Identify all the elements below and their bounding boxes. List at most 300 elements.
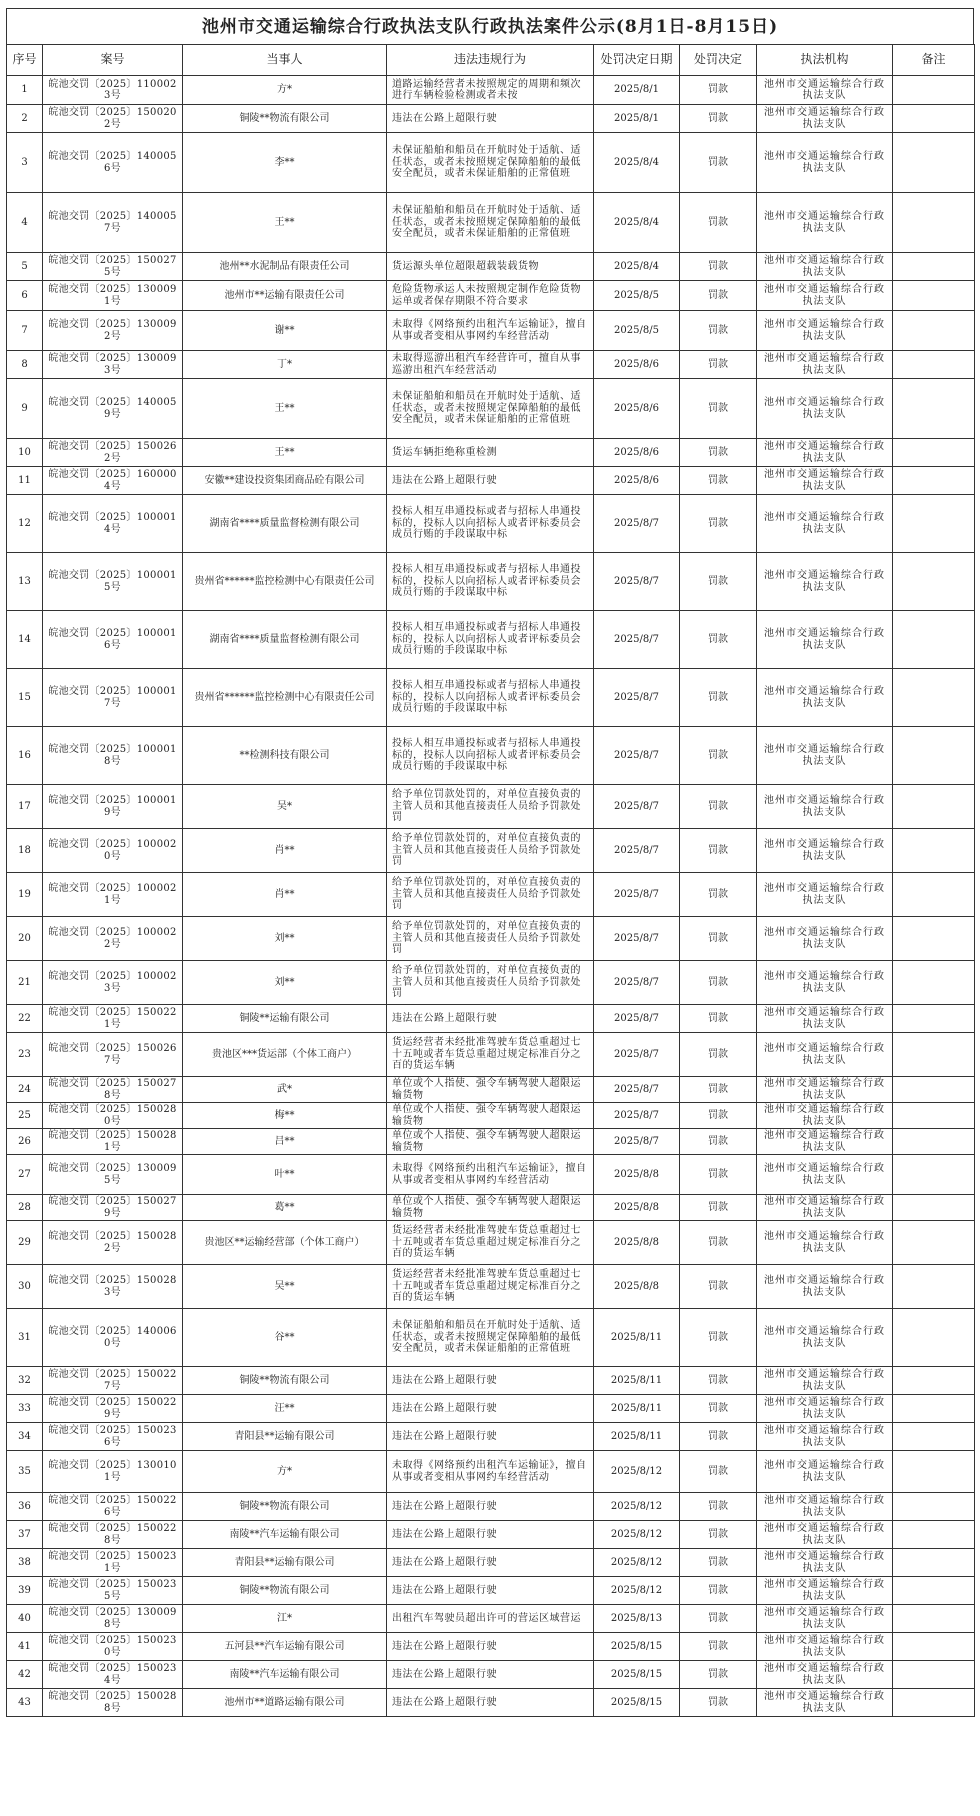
cell-org: 池州市交通运输综合行政执法支队 [757,873,893,917]
cell-note [893,1221,975,1265]
cell-date: 2025/8/7 [594,1103,680,1129]
cell-decision: 罚款 [680,1395,757,1423]
cell-party: 贵州省******监控检测中心有限责任公司 [183,669,387,727]
cell-violation: 危险货物承运人未按照规定制作危险货物运单或者保存期限不符合要求 [387,281,594,311]
case-table [6,44,975,1717]
cell-org: 池州市交通运输综合行政执法支队 [757,1633,893,1661]
cell-decision: 罚款 [680,467,757,495]
table-row [7,253,975,281]
cell-decision: 罚款 [680,1661,757,1689]
cell-note [893,1195,975,1221]
cell-org: 池州市交通运输综合行政执法支队 [757,311,893,351]
cell-decision: 罚款 [680,1005,757,1033]
cell-party: 肖** [183,829,387,873]
cell-note [893,1423,975,1451]
table-row [7,1395,975,1423]
cell-date: 2025/8/7 [594,917,680,961]
cell-party: 贵池区***货运部（个体工商户） [183,1033,387,1077]
cell-party: 梅** [183,1103,387,1129]
cell-violation: 投标人相互串通投标或者与招标人串通投标的，投标人以向招标人或者评标委员会成员行贿的手段谋取中标 [387,727,594,785]
cell-case: 皖池交罚〔2025〕1600004号 [43,467,183,495]
cell-decision: 罚款 [680,1155,757,1195]
cell-decision: 罚款 [680,1423,757,1451]
cell-org: 池州市交通运输综合行政执法支队 [757,1155,893,1195]
cell-note [893,1033,975,1077]
cell-org: 池州市交通运输综合行政执法支队 [757,553,893,611]
table-row [7,76,975,105]
table-row [7,727,975,785]
cell-decision: 罚款 [680,1521,757,1549]
cell-no: 25 [7,1103,43,1129]
table-row [7,1129,975,1155]
cell-violation: 未保证船舶和船员在开航时处于适航、适任状态，或者未按照规定保障船舶的最低安全配员，或者未保证船舶的正常值班 [387,1309,594,1367]
cell-violation: 违法在公路上超限行驶 [387,467,594,495]
cell-violation: 给予单位罚款处罚的，对单位直接负责的主管人员和其他直接责任人员给予罚款处罚 [387,917,594,961]
cell-date: 2025/8/8 [594,1265,680,1309]
cell-date: 2025/8/7 [594,829,680,873]
cell-violation: 投标人相互串通投标或者与招标人串通投标的，投标人以向招标人或者评标委员会成员行贿的手段谋取中标 [387,669,594,727]
cell-no: 14 [7,611,43,669]
cell-case: 皖池交罚〔2025〕1300101号 [43,1451,183,1493]
cell-decision: 罚款 [680,379,757,439]
cell-no: 2 [7,105,43,133]
cell-org: 池州市交通运输综合行政执法支队 [757,1103,893,1129]
cell-violation: 未取得《网络预约出租汽车运输证》，擅自从事或者变相从事网约车经营活动 [387,1451,594,1493]
table-row [7,1577,975,1605]
table-row [7,611,975,669]
cell-case: 皖池交罚〔2025〕1500283号 [43,1265,183,1309]
cell-org: 池州市交通运输综合行政执法支队 [757,1521,893,1549]
cell-violation: 违法在公路上超限行驶 [387,1633,594,1661]
table-row [7,829,975,873]
header-decision: 处罚决定 [680,45,757,76]
cell-decision: 罚款 [680,311,757,351]
cell-decision: 罚款 [680,829,757,873]
table-row [7,439,975,467]
table-row [7,1521,975,1549]
cell-case: 皖池交罚〔2025〕1500275号 [43,253,183,281]
page-title: 池州市交通运输综合行政执法支队行政执法案件公示(8月1日-8月15日) [6,8,974,44]
cell-case: 皖池交罚〔2025〕1500236号 [43,1423,183,1451]
cell-no: 38 [7,1549,43,1577]
cell-date: 2025/8/5 [594,311,680,351]
cell-decision: 罚款 [680,727,757,785]
cell-note [893,1265,975,1309]
table-row [7,1195,975,1221]
cell-date: 2025/8/4 [594,253,680,281]
cell-no: 24 [7,1077,43,1103]
cell-date: 2025/8/7 [594,1129,680,1155]
cell-date: 2025/8/8 [594,1195,680,1221]
cell-date: 2025/8/7 [594,495,680,553]
cell-party: 湖南省****质量监督检测有限公司 [183,611,387,669]
cell-no: 19 [7,873,43,917]
table-row [7,193,975,253]
cell-party: 方* [183,76,387,105]
cell-case: 皖池交罚〔2025〕1000020号 [43,829,183,873]
cell-case: 皖池交罚〔2025〕1400059号 [43,379,183,439]
cell-note [893,105,975,133]
cell-case: 皖池交罚〔2025〕1000017号 [43,669,183,727]
cell-case: 皖池交罚〔2025〕1300092号 [43,311,183,351]
cell-party: 铜陵**物流有限公司 [183,1577,387,1605]
table-row [7,1423,975,1451]
cell-party: 贵池区**运输经营部（个体工商户） [183,1221,387,1265]
cell-case: 皖池交罚〔2025〕1500279号 [43,1195,183,1221]
cell-date: 2025/8/6 [594,379,680,439]
cell-violation: 货运源头单位超限超载装载货物 [387,253,594,281]
cell-case: 皖池交罚〔2025〕1000014号 [43,495,183,553]
cell-date: 2025/8/7 [594,785,680,829]
cell-case: 皖池交罚〔2025〕1500230号 [43,1633,183,1661]
cell-case: 皖池交罚〔2025〕1300093号 [43,351,183,379]
cell-party: 王** [183,193,387,253]
cell-note [893,1493,975,1521]
cell-party: 铜陵**物流有限公司 [183,1493,387,1521]
cell-party: 汪** [183,1395,387,1423]
cell-case: 皖池交罚〔2025〕1500229号 [43,1395,183,1423]
cell-note [893,439,975,467]
cell-decision: 罚款 [680,253,757,281]
cell-party: 肖** [183,873,387,917]
cell-note [893,961,975,1005]
cell-case: 皖池交罚〔2025〕1500262号 [43,439,183,467]
cell-case: 皖池交罚〔2025〕1000019号 [43,785,183,829]
cell-note [893,1309,975,1367]
cell-date: 2025/8/1 [594,105,680,133]
cell-no: 11 [7,467,43,495]
cell-violation: 单位或个人指使、强令车辆驾驶人超限运输货物 [387,1077,594,1103]
cell-no: 20 [7,917,43,961]
table-row [7,785,975,829]
cell-party: 南陵**汽车运输有限公司 [183,1521,387,1549]
cell-note [893,1129,975,1155]
cell-no: 27 [7,1155,43,1195]
cell-org: 池州市交通运输综合行政执法支队 [757,829,893,873]
cell-no: 1 [7,76,43,105]
table-row [7,351,975,379]
cell-org: 池州市交通运输综合行政执法支队 [757,495,893,553]
cell-case: 皖池交罚〔2025〕1000023号 [43,961,183,1005]
cell-note [893,281,975,311]
cell-violation: 违法在公路上超限行驶 [387,1395,594,1423]
cell-case: 皖池交罚〔2025〕1400060号 [43,1309,183,1367]
header-no: 序号 [7,45,43,76]
table-row [7,133,975,193]
cell-violation: 投标人相互串通投标或者与招标人串通投标的，投标人以向招标人或者评标委员会成员行贿的手段谋取中标 [387,611,594,669]
cell-date: 2025/8/7 [594,727,680,785]
cell-note [893,1395,975,1423]
cell-date: 2025/8/15 [594,1689,680,1717]
cell-party: 池州**水泥制品有限责任公司 [183,253,387,281]
cell-note [893,1633,975,1661]
cell-note [893,727,975,785]
cell-decision: 罚款 [680,1103,757,1129]
cell-case: 皖池交罚〔2025〕1500281号 [43,1129,183,1155]
cell-date: 2025/8/7 [594,1033,680,1077]
cell-note [893,1103,975,1129]
cell-no: 17 [7,785,43,829]
cell-note [893,553,975,611]
cell-org: 池州市交通运输综合行政执法支队 [757,1367,893,1395]
cell-violation: 违法在公路上超限行驶 [387,1005,594,1033]
cell-violation: 违法在公路上超限行驶 [387,1661,594,1689]
cell-date: 2025/8/7 [594,1005,680,1033]
table-row [7,1077,975,1103]
cell-note [893,379,975,439]
cell-date: 2025/8/7 [594,669,680,727]
cell-no: 10 [7,439,43,467]
cell-date: 2025/8/15 [594,1661,680,1689]
cell-org: 池州市交通运输综合行政执法支队 [757,1005,893,1033]
cell-decision: 罚款 [680,1129,757,1155]
cell-violation: 给予单位罚款处罚的，对单位直接负责的主管人员和其他直接责任人员给予罚款处罚 [387,829,594,873]
table-row [7,1493,975,1521]
cell-note [893,1077,975,1103]
header-party: 当事人 [183,45,387,76]
cell-no: 23 [7,1033,43,1077]
cell-case: 皖池交罚〔2025〕1500226号 [43,1493,183,1521]
cell-decision: 罚款 [680,281,757,311]
cell-org: 池州市交通运输综合行政执法支队 [757,105,893,133]
cell-date: 2025/8/12 [594,1549,680,1577]
cell-org: 池州市交通运输综合行政执法支队 [757,1077,893,1103]
cell-case: 皖池交罚〔2025〕1500202号 [43,105,183,133]
cell-org: 池州市交通运输综合行政执法支队 [757,1493,893,1521]
cell-note [893,829,975,873]
cell-decision: 罚款 [680,439,757,467]
cell-violation: 投标人相互串通投标或者与招标人串通投标的，投标人以向招标人或者评标委员会成员行贿的手段谋取中标 [387,495,594,553]
cell-no: 40 [7,1605,43,1633]
table-row [7,1549,975,1577]
cell-case: 皖池交罚〔2025〕1400056号 [43,133,183,193]
table-row [7,1367,975,1395]
cell-party: 铜陵**物流有限公司 [183,105,387,133]
cell-case: 皖池交罚〔2025〕1500231号 [43,1549,183,1577]
header-date: 处罚决定日期 [594,45,680,76]
cell-case: 皖池交罚〔2025〕1500227号 [43,1367,183,1395]
cell-note [893,873,975,917]
cell-violation: 货运经营者未经批准驾驶车货总重超过七十五吨或者车货总重超过规定标准百分之百的货运车辆 [387,1033,594,1077]
cell-date: 2025/8/7 [594,961,680,1005]
cell-org: 池州市交通运输综合行政执法支队 [757,351,893,379]
cell-decision: 罚款 [680,1033,757,1077]
cell-party: 李** [183,133,387,193]
cell-date: 2025/8/11 [594,1309,680,1367]
cell-no: 9 [7,379,43,439]
cell-no: 13 [7,553,43,611]
cell-date: 2025/8/4 [594,133,680,193]
cell-violation: 投标人相互串通投标或者与招标人串通投标的，投标人以向招标人或者评标委员会成员行贿的手段谋取中标 [387,553,594,611]
cell-case: 皖池交罚〔2025〕1300095号 [43,1155,183,1195]
cell-party: 五河县**汽车运输有限公司 [183,1633,387,1661]
cell-violation: 出租汽车驾驶员超出许可的营运区域营运 [387,1605,594,1633]
cell-violation: 货运车辆拒绝称重检测 [387,439,594,467]
cell-date: 2025/8/12 [594,1493,680,1521]
cell-date: 2025/8/7 [594,611,680,669]
cell-case: 皖池交罚〔2025〕1500234号 [43,1661,183,1689]
cell-no: 3 [7,133,43,193]
cell-note [893,253,975,281]
cell-violation: 未保证船舶和船员在开航时处于适航、适任状态，或者未按照规定保障船舶的最低安全配员，或者未保证船舶的正常值班 [387,379,594,439]
cell-org: 池州市交通运输综合行政执法支队 [757,1689,893,1717]
cell-note [893,917,975,961]
cell-org: 池州市交通运输综合行政执法支队 [757,439,893,467]
cell-date: 2025/8/6 [594,351,680,379]
cell-org: 池州市交通运输综合行政执法支队 [757,785,893,829]
cell-decision: 罚款 [680,1221,757,1265]
cell-no: 16 [7,727,43,785]
cell-org: 池州市交通运输综合行政执法支队 [757,1195,893,1221]
table-row [7,873,975,917]
cell-org: 池州市交通运输综合行政执法支队 [757,917,893,961]
cell-no: 8 [7,351,43,379]
cell-org: 池州市交通运输综合行政执法支队 [757,1033,893,1077]
cell-party: 湖南省****质量监督检测有限公司 [183,495,387,553]
cell-no: 35 [7,1451,43,1493]
cell-decision: 罚款 [680,1577,757,1605]
cell-violation: 未保证船舶和船员在开航时处于适航、适任状态，或者未按照规定保障船舶的最低安全配员，或者未保证船舶的正常值班 [387,193,594,253]
cell-no: 33 [7,1395,43,1423]
cell-note [893,1605,975,1633]
cell-party: 吴* [183,785,387,829]
cell-party: 谷** [183,1309,387,1367]
cell-date: 2025/8/11 [594,1367,680,1395]
cell-party: 吴** [183,1265,387,1309]
cell-case: 皖池交罚〔2025〕1300091号 [43,281,183,311]
cell-case: 皖池交罚〔2025〕1000018号 [43,727,183,785]
cell-party: 葛** [183,1195,387,1221]
cell-case: 皖池交罚〔2025〕1000016号 [43,611,183,669]
table-row [7,1633,975,1661]
table-row [7,105,975,133]
cell-party: 青阳县**运输有限公司 [183,1549,387,1577]
cell-org: 池州市交通运输综合行政执法支队 [757,133,893,193]
cell-case: 皖池交罚〔2025〕1500235号 [43,1577,183,1605]
cell-org: 池州市交通运输综合行政执法支队 [757,1423,893,1451]
cell-party: 王** [183,379,387,439]
cell-note [893,1521,975,1549]
cell-violation: 货运经营者未经批准驾驶车货总重超过七十五吨或者车货总重超过规定标准百分之百的货运车辆 [387,1221,594,1265]
cell-decision: 罚款 [680,873,757,917]
cell-note [893,1689,975,1717]
cell-org: 池州市交通运输综合行政执法支队 [757,253,893,281]
cell-note [893,1155,975,1195]
cell-no: 22 [7,1005,43,1033]
cell-violation: 违法在公路上超限行驶 [387,1493,594,1521]
cell-no: 6 [7,281,43,311]
cell-decision: 罚款 [680,76,757,105]
cell-violation: 道路运输经营者未按照规定的周期和频次进行车辆检验检测或者未按 [387,76,594,105]
cell-note [893,467,975,495]
cell-decision: 罚款 [680,611,757,669]
cell-note [893,1451,975,1493]
cell-decision: 罚款 [680,105,757,133]
cell-note [893,133,975,193]
cell-party: 江* [183,1605,387,1633]
cell-date: 2025/8/1 [594,76,680,105]
cell-violation: 违法在公路上超限行驶 [387,1367,594,1395]
table-row [7,961,975,1005]
cell-party: 安徽**建设投资集团商品砼有限公司 [183,467,387,495]
cell-org: 池州市交通运输综合行政执法支队 [757,467,893,495]
cell-note [893,1005,975,1033]
cell-note [893,1367,975,1395]
cell-violation: 违法在公路上超限行驶 [387,1577,594,1605]
table-row [7,1265,975,1309]
cell-note [893,1549,975,1577]
cell-violation: 违法在公路上超限行驶 [387,1423,594,1451]
cell-date: 2025/8/7 [594,1077,680,1103]
cell-note [893,1661,975,1689]
cell-decision: 罚款 [680,193,757,253]
cell-no: 18 [7,829,43,873]
cell-org: 池州市交通运输综合行政执法支队 [757,1577,893,1605]
cell-note [893,669,975,727]
cell-case: 皖池交罚〔2025〕1000015号 [43,553,183,611]
cell-org: 池州市交通运输综合行政执法支队 [757,1221,893,1265]
cell-org: 池州市交通运输综合行政执法支队 [757,727,893,785]
cell-party: 谢** [183,311,387,351]
cell-decision: 罚款 [680,495,757,553]
cell-violation: 给予单位罚款处罚的，对单位直接负责的主管人员和其他直接责任人员给予罚款处罚 [387,961,594,1005]
cell-decision: 罚款 [680,1493,757,1521]
cell-case: 皖池交罚〔2025〕1500221号 [43,1005,183,1033]
header-org: 执法机构 [757,45,893,76]
cell-note [893,351,975,379]
cell-decision: 罚款 [680,917,757,961]
table-row [7,281,975,311]
cell-party: 刘** [183,917,387,961]
cell-no: 15 [7,669,43,727]
cell-org: 池州市交通运输综合行政执法支队 [757,961,893,1005]
cell-date: 2025/8/11 [594,1395,680,1423]
cell-date: 2025/8/13 [594,1605,680,1633]
cell-party: 南陵**汽车运输有限公司 [183,1661,387,1689]
cell-org: 池州市交通运输综合行政执法支队 [757,281,893,311]
cell-party: 叶** [183,1155,387,1195]
cell-party: 铜陵**物流有限公司 [183,1367,387,1395]
cell-case: 皖池交罚〔2025〕1300098号 [43,1605,183,1633]
cell-org: 池州市交通运输综合行政执法支队 [757,1605,893,1633]
table-row [7,1221,975,1265]
cell-note [893,76,975,105]
cell-violation: 单位或个人指使、强令车辆驾驶人超限运输货物 [387,1103,594,1129]
cell-decision: 罚款 [680,785,757,829]
cell-violation: 给予单位罚款处罚的，对单位直接负责的主管人员和其他直接责任人员给予罚款处罚 [387,785,594,829]
cell-decision: 罚款 [680,1633,757,1661]
cell-violation: 单位或个人指使、强令车辆驾驶人超限运输货物 [387,1129,594,1155]
table-row [7,553,975,611]
cell-no: 28 [7,1195,43,1221]
header-case: 案号 [43,45,183,76]
cell-date: 2025/8/6 [594,467,680,495]
table-row [7,1005,975,1033]
cell-party: 吕** [183,1129,387,1155]
table-row [7,379,975,439]
cell-case: 皖池交罚〔2025〕1500282号 [43,1221,183,1265]
cell-party: 武* [183,1077,387,1103]
cell-decision: 罚款 [680,133,757,193]
cell-party: 方* [183,1451,387,1493]
table-row [7,1033,975,1077]
table-row [7,1451,975,1493]
table-row [7,495,975,553]
cell-no: 4 [7,193,43,253]
cell-org: 池州市交通运输综合行政执法支队 [757,611,893,669]
cell-date: 2025/8/12 [594,1577,680,1605]
cell-violation: 未取得《网络预约出租汽车运输证》，擅自从事或者变相从事网约车经营活动 [387,1155,594,1195]
